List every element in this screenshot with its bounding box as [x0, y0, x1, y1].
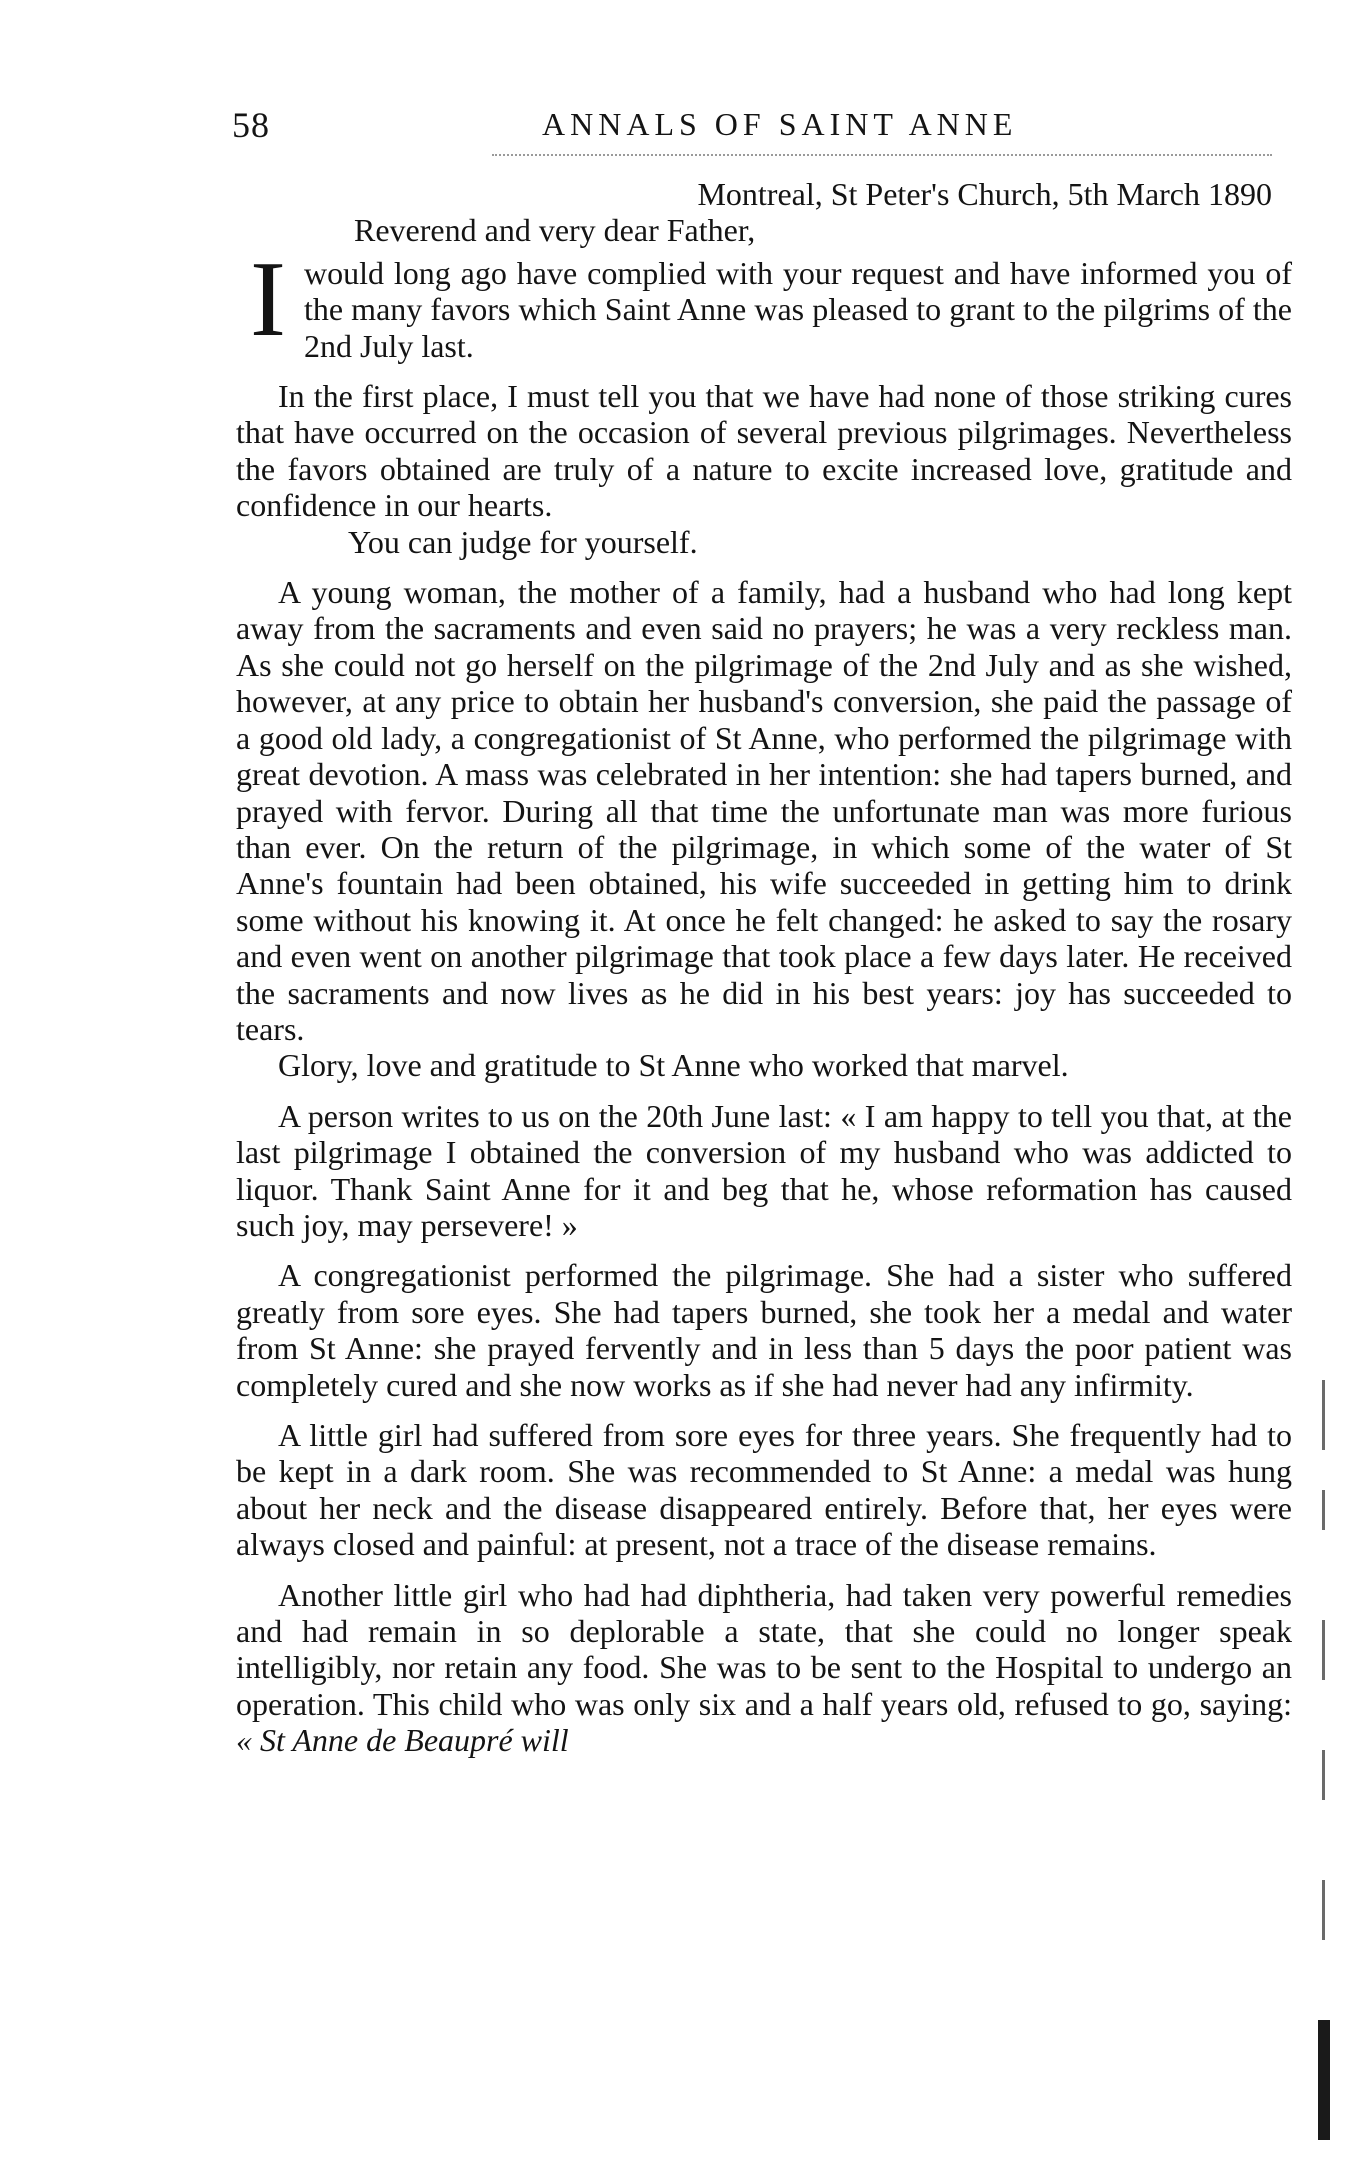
paragraph-judge-yourself: You can judge for yourself.: [348, 523, 698, 560]
paragraph-person-writes: A person writes to us on the 20th June last: « I am happy to tell you that, at the last pilgrimage I obtained the conversion of my husband who was addicted to liquor. Thank Saint Anne for it and beg that he, whose reformation has caused such joy, may persevere! »: [236, 1097, 1292, 1243]
page-number: 58: [232, 105, 270, 145]
page-edge-marks: [1318, 1380, 1332, 2140]
paragraph-glory: Glory, love and gratitude to St Anne who worked that marvel.: [278, 1047, 1069, 1084]
paragraph-young-woman: A young woman, the mother of a family, had a husband who had long kept away from the sacraments and even said no prayers; he was a very reckless man. As she could not go herself on the pilgrimage of the 2nd July and as she wished, however, at any price to obtain her husband's conversion, she paid the passage of a good old lady, a congregationist of St Anne, who performed the pilgrimage with great devotion. A mass was celebrated in her intention: she had tapers burned, and prayed with fervor. During all that time the unfortunate man was more furious than ever. On the return of the pilgrimage, in which some of the water of St Anne's fountain had been obtained, his wife succeeded in getting him to drink some without his knowing it. At once he felt changed: he asked to say the rosary and even went on another pilgrimage that took place a few days later. He received the sacraments and now lives as he did in his best years: joy has succeeded to tears.: [236, 574, 1292, 1047]
edge-mark: [1322, 1380, 1325, 1450]
paragraph-little-girl: A little girl had suffered from sore eyes for three years. She frequently had to be kept in a dark room. She was recommended to St Anne: a medal was hung about her neck and the disease disappeared entirely. Before that, her eyes were always closed and painful: at present, not a trace of the disease remains.: [236, 1417, 1292, 1563]
edge-mark: [1322, 1620, 1325, 1680]
edge-mark: [1322, 1490, 1325, 1530]
header-rule: [492, 154, 1272, 156]
letter-body: [236, 176, 1292, 1759]
opening-paragraph: [236, 239, 1292, 364]
salutation: Reverend and very dear Father,: [354, 212, 756, 249]
dateline: Montreal, St Peter's Church, 5th March 1890: [697, 176, 1272, 212]
drop-cap: I: [250, 239, 286, 359]
running-title: ANNALS OF SAINT ANNE: [542, 106, 1018, 142]
diphtheria-quote: « St Anne de Beaupré will: [236, 1722, 569, 1759]
paragraph-congregationist: A congregationist performed the pilgrimage. She had a sister who suffered greatly from sore eyes. She had tapers burned, she took her a medal and water from St Anne: she prayed fervently and in less than 5 days the poor patient was completely cured and she now works as if she had never had any infirmity.: [236, 1257, 1292, 1403]
page-header: [232, 104, 1292, 164]
opening-text: would long ago have complied with your request and have informed you of the many favors which Saint Anne was pleased to grant to the pilgrims of the 2nd July last.: [303, 254, 1292, 364]
edge-bar: [1318, 2020, 1330, 2140]
diphtheria-text: Another little girl who had had diphtheria, had taken very powerful remedies and had remain in so deplorable a state, that she could no longer speak intelligibly, nor retain any food. She was to be sent to the Hospital to undergo an operation. This child who was only six and a half years old, refused to go, saying:: [236, 1576, 1292, 1722]
edge-mark: [1322, 1880, 1325, 1940]
paragraph-first-place: In the first place, I must tell you that we have had none of those striking cures that have occurred on the occasion of several previous pilgrimages. Nevertheless the favors obtained are truly of a nature to excite increased love, gratitude and confidence in our hearts.: [236, 378, 1292, 524]
paragraph-diphtheria: [236, 1577, 1292, 1759]
edge-mark: [1322, 1750, 1325, 1800]
